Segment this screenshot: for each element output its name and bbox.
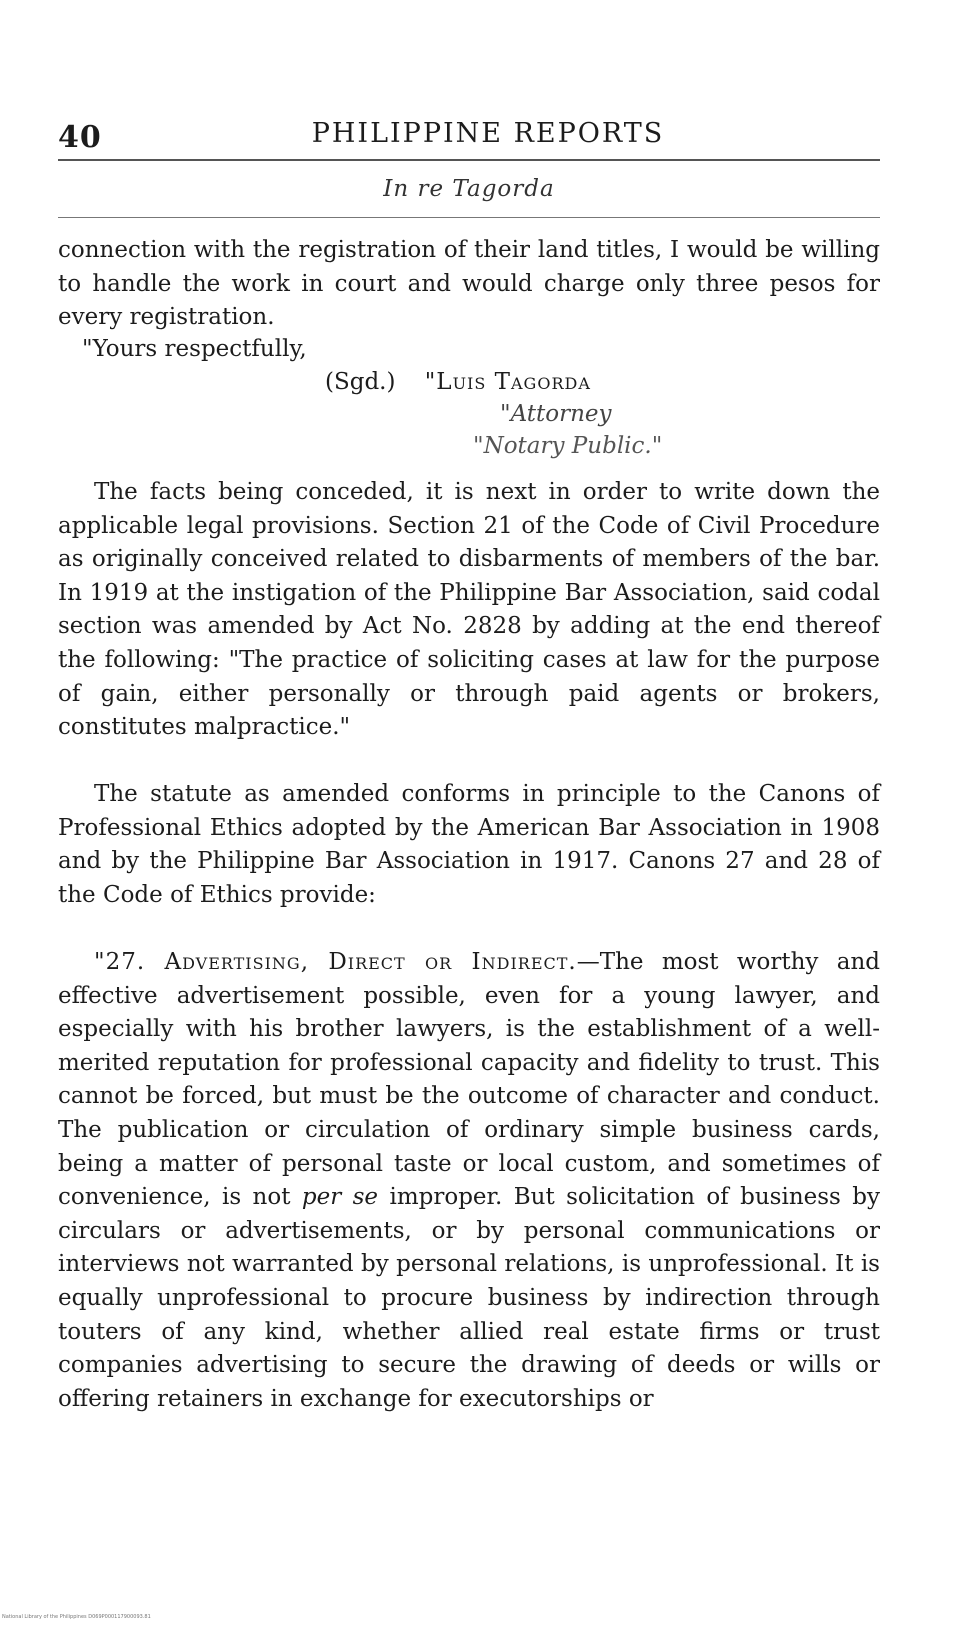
- paragraph-legal-provisions: The facts being conceded, it is next in order to write down the applicable legal provisions. Section 21 of the Code of Civil Procedure as originally conceived related to disbarments of members of the bar. In 1919 at the instigation of the Philippine Bar Association, said codal section was amended by Act No. 2828 by adding at the end thereof the following: "The practice of soliciting cases at law for the purpose of gain, either personally or through paid agents or brokers, constitutes malpractice.": [58, 479, 880, 741]
- scan-credit: National Library of the Philippines D069P000117900093.81: [2, 1614, 151, 1620]
- canon-27-italic: per se: [301, 1184, 379, 1211]
- header-rule: [58, 159, 880, 161]
- running-title: PHILIPPINE REPORTS: [311, 118, 665, 149]
- letter-closing: "Yours respectfully,: [82, 336, 307, 362]
- canon-27-text-2: improper. But solicitation of business by circulars or advertisements, or by personal communications or interviews not warranted by personal relations, is unprofessional. It is equally unprofessional to procure business by indirection through touters of any kind, whether allied real estate firms or trust companies advertising to secure the drawing of deeds or wills or offering retainers in exchange for executorships or: [58, 1184, 880, 1412]
- page-header: [58, 110, 878, 160]
- signature-line: [325, 369, 977, 395]
- signer-name: "Luis Tagorda: [424, 369, 591, 395]
- case-title: In re Tagorda: [383, 176, 555, 202]
- continued-paragraph: connection with the registration of their land titles, I would be willing to handle the work in court and would charge only three pesos for every registration.: [58, 237, 880, 331]
- page-number: 40: [58, 120, 102, 155]
- canon-27-heading: "27. Advertising, Direct or Indirect.: [94, 949, 577, 975]
- case-title-rule: [58, 217, 880, 218]
- signer-title-notary: "Notary Public.": [473, 433, 663, 459]
- paragraph-canons: The statute as amended conforms in principle to the Canons of Professional Ethics adopted by the American Bar Association in 1908 and by the Philippine Bar Association in 1917. Canons 27 and 28 of the Code of Ethics provide:: [58, 781, 880, 908]
- signer-title-attorney: "Attorney: [500, 401, 612, 427]
- signed-prefix: (Sgd.): [325, 369, 396, 395]
- canon-27-text-1: —The most worthy and effective advertisement possible, even for a young lawyer, and especially with his brother lawyers, is the establishment of a well-merited reputation for professional capacity and fidelity to trust. This cannot be forced, but must be the outcome of character and conduct. The publication or circulation of ordinary simple business cards, being a matter of personal taste or local custom, and sometimes of convenience, is not: [58, 949, 880, 1211]
- paragraph-canon-27: [58, 946, 880, 1416]
